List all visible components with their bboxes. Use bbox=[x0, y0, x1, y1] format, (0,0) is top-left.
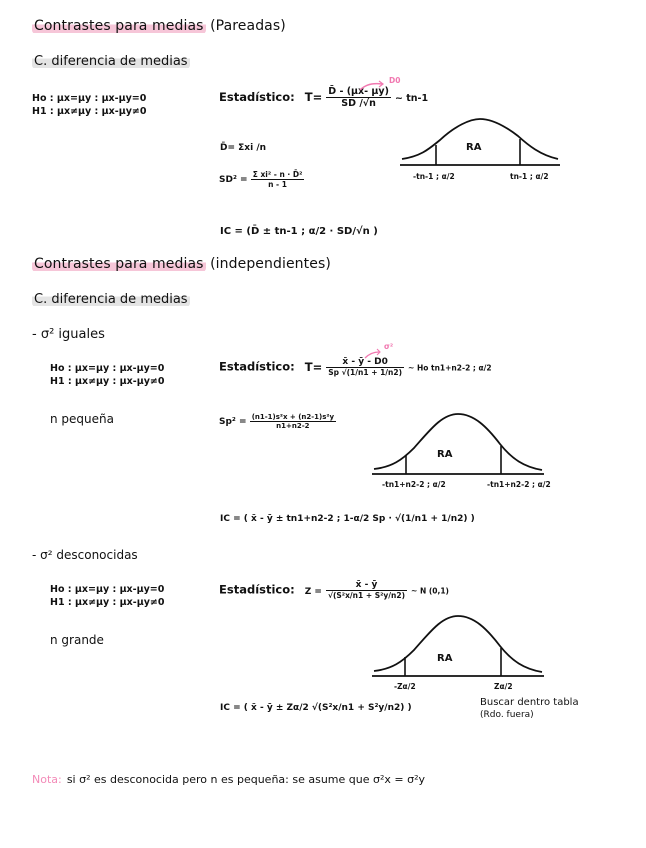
hypotheses-paired bbox=[32, 92, 146, 118]
title-rest: (independientes) bbox=[210, 256, 331, 272]
statistic-distribution: ~ tn-1 bbox=[394, 93, 429, 104]
annotation-sigma: σ² bbox=[384, 342, 394, 351]
statistic-distribution: ~ N (0,1) bbox=[411, 586, 449, 596]
sample-size-note: n pequeña bbox=[50, 412, 114, 426]
note-label: Nota: bbox=[32, 773, 62, 786]
statistic-lhs: T= bbox=[304, 90, 323, 104]
heading-equal-variances: - σ² iguales bbox=[32, 327, 105, 342]
ic-unknown: IC = ( x̄ - ȳ ± Zα/2 √(S²x/n1 + S²y/n2) ) bbox=[220, 703, 412, 713]
normal-curve-equal-icon bbox=[372, 412, 544, 478]
h1: H1 : μx≠μy : μx-μy≠0 bbox=[32, 106, 147, 117]
annotation-d0: D0 bbox=[389, 76, 401, 85]
subtitle-paired: C. diferencia de medias bbox=[34, 54, 188, 69]
normal-curve-unknown-icon bbox=[372, 614, 544, 680]
statistic-numerator: D̄ - (μx- μy) bbox=[328, 86, 389, 97]
statistic-denominator: √(S²x/n1 + S²y/n2) bbox=[327, 591, 406, 600]
title-rest: (Pareadas) bbox=[210, 18, 286, 34]
statistic-paired bbox=[219, 86, 428, 109]
statistic-denominator: SD /√n bbox=[341, 98, 376, 109]
sp-denominator: n1+n2-2 bbox=[276, 422, 310, 430]
h0: Ho : μx=μy : μx-μy=0 bbox=[50, 363, 165, 374]
sd-fraction bbox=[251, 170, 305, 189]
statistic-fraction bbox=[326, 580, 407, 600]
section-title-independent bbox=[32, 256, 331, 272]
curve-right-label: -tn1+n2-2 ; α/2 bbox=[487, 480, 551, 489]
annotation-arrow-icon bbox=[360, 78, 390, 92]
table-note-line2: (Rdo. fuera) bbox=[480, 710, 534, 720]
sp-fraction bbox=[250, 413, 336, 430]
note-text: si σ² es desconocida pero n es pequeña: se asume que σ²x = σ²y bbox=[66, 773, 425, 786]
subtitle-independent: C. diferencia de medias bbox=[34, 292, 188, 307]
footnote bbox=[32, 768, 425, 787]
sp-lhs: Sp² = bbox=[219, 417, 247, 427]
h0: Ho : μx=μy : μx-μy=0 bbox=[32, 93, 147, 104]
sp-numerator: (n1-1)s²x + (n2-1)s²y bbox=[251, 413, 335, 421]
sd-numerator: Σ xi² - n · D̄² bbox=[252, 170, 303, 179]
h1: H1 : μx≠μy : μx-μy≠0 bbox=[50, 597, 165, 608]
curve-left-label: -Zα/2 bbox=[394, 682, 416, 691]
sd-lhs: SD² = bbox=[219, 175, 248, 185]
h1: H1 : μx≠μy : μx-μy≠0 bbox=[50, 376, 165, 387]
annotation-arrow-icon bbox=[365, 348, 385, 360]
curve-region-label: RA bbox=[466, 142, 482, 153]
heading-unknown-variances: - σ² desconocidas bbox=[32, 548, 138, 562]
section-title-paired bbox=[32, 18, 286, 34]
statistic-equal bbox=[219, 357, 492, 377]
statistic-fraction bbox=[326, 357, 404, 377]
statistic-numerator: x̄ - ȳ bbox=[326, 580, 407, 591]
curve-left-label: -tn-1 ; α/2 bbox=[413, 172, 455, 181]
statistic-numerator: x̄ - ȳ - D0 bbox=[326, 357, 404, 368]
sp-formula bbox=[219, 413, 336, 430]
hypotheses-unknown bbox=[50, 583, 164, 609]
table-note bbox=[480, 697, 579, 720]
dbar-formula: D̄= Σxi /n bbox=[220, 143, 267, 153]
statistic-denominator: Sp √(1/n1 + 1/n2) bbox=[328, 368, 403, 377]
statistic-label: Estadístico: bbox=[219, 582, 295, 597]
curve-left-label: -tn1+n2-2 ; α/2 bbox=[382, 480, 446, 489]
curve-region-label: RA bbox=[437, 449, 453, 460]
table-note-line1: Buscar dentro tabla bbox=[480, 697, 579, 708]
sd-formula bbox=[219, 170, 304, 189]
title-highlight: Contrastes para medias bbox=[34, 18, 204, 34]
statistic-lhs: Z = bbox=[304, 586, 322, 597]
ic-equal: IC = ( x̄ - ȳ ± tn1+n2-2 ; 1-α/2 Sp · √(1/n1 + 1/n2) ) bbox=[220, 514, 475, 524]
title-highlight: Contrastes para medias bbox=[34, 256, 204, 272]
curve-region-label: RA bbox=[437, 653, 453, 664]
ic-paired: IC = (D̄ ± tn-1 ; α/2 · SD/√n ) bbox=[220, 226, 378, 237]
statistic-label: Estadístico: bbox=[219, 90, 295, 104]
statistic-label: Estadístico: bbox=[219, 359, 295, 374]
curve-right-label: tn-1 ; α/2 bbox=[510, 172, 549, 181]
sd-denominator: n - 1 bbox=[268, 180, 288, 189]
statistic-distribution: ~ Ho tn1+n2-2 ; α/2 bbox=[408, 363, 492, 373]
curve-right-label: Zα/2 bbox=[494, 682, 513, 691]
h0: Ho : μx=μy : μx-μy=0 bbox=[50, 584, 165, 595]
statistic-unknown bbox=[219, 580, 449, 600]
hypotheses-equal bbox=[50, 362, 164, 388]
statistic-lhs: T= bbox=[304, 359, 323, 374]
sample-size-note: n grande bbox=[50, 633, 104, 647]
